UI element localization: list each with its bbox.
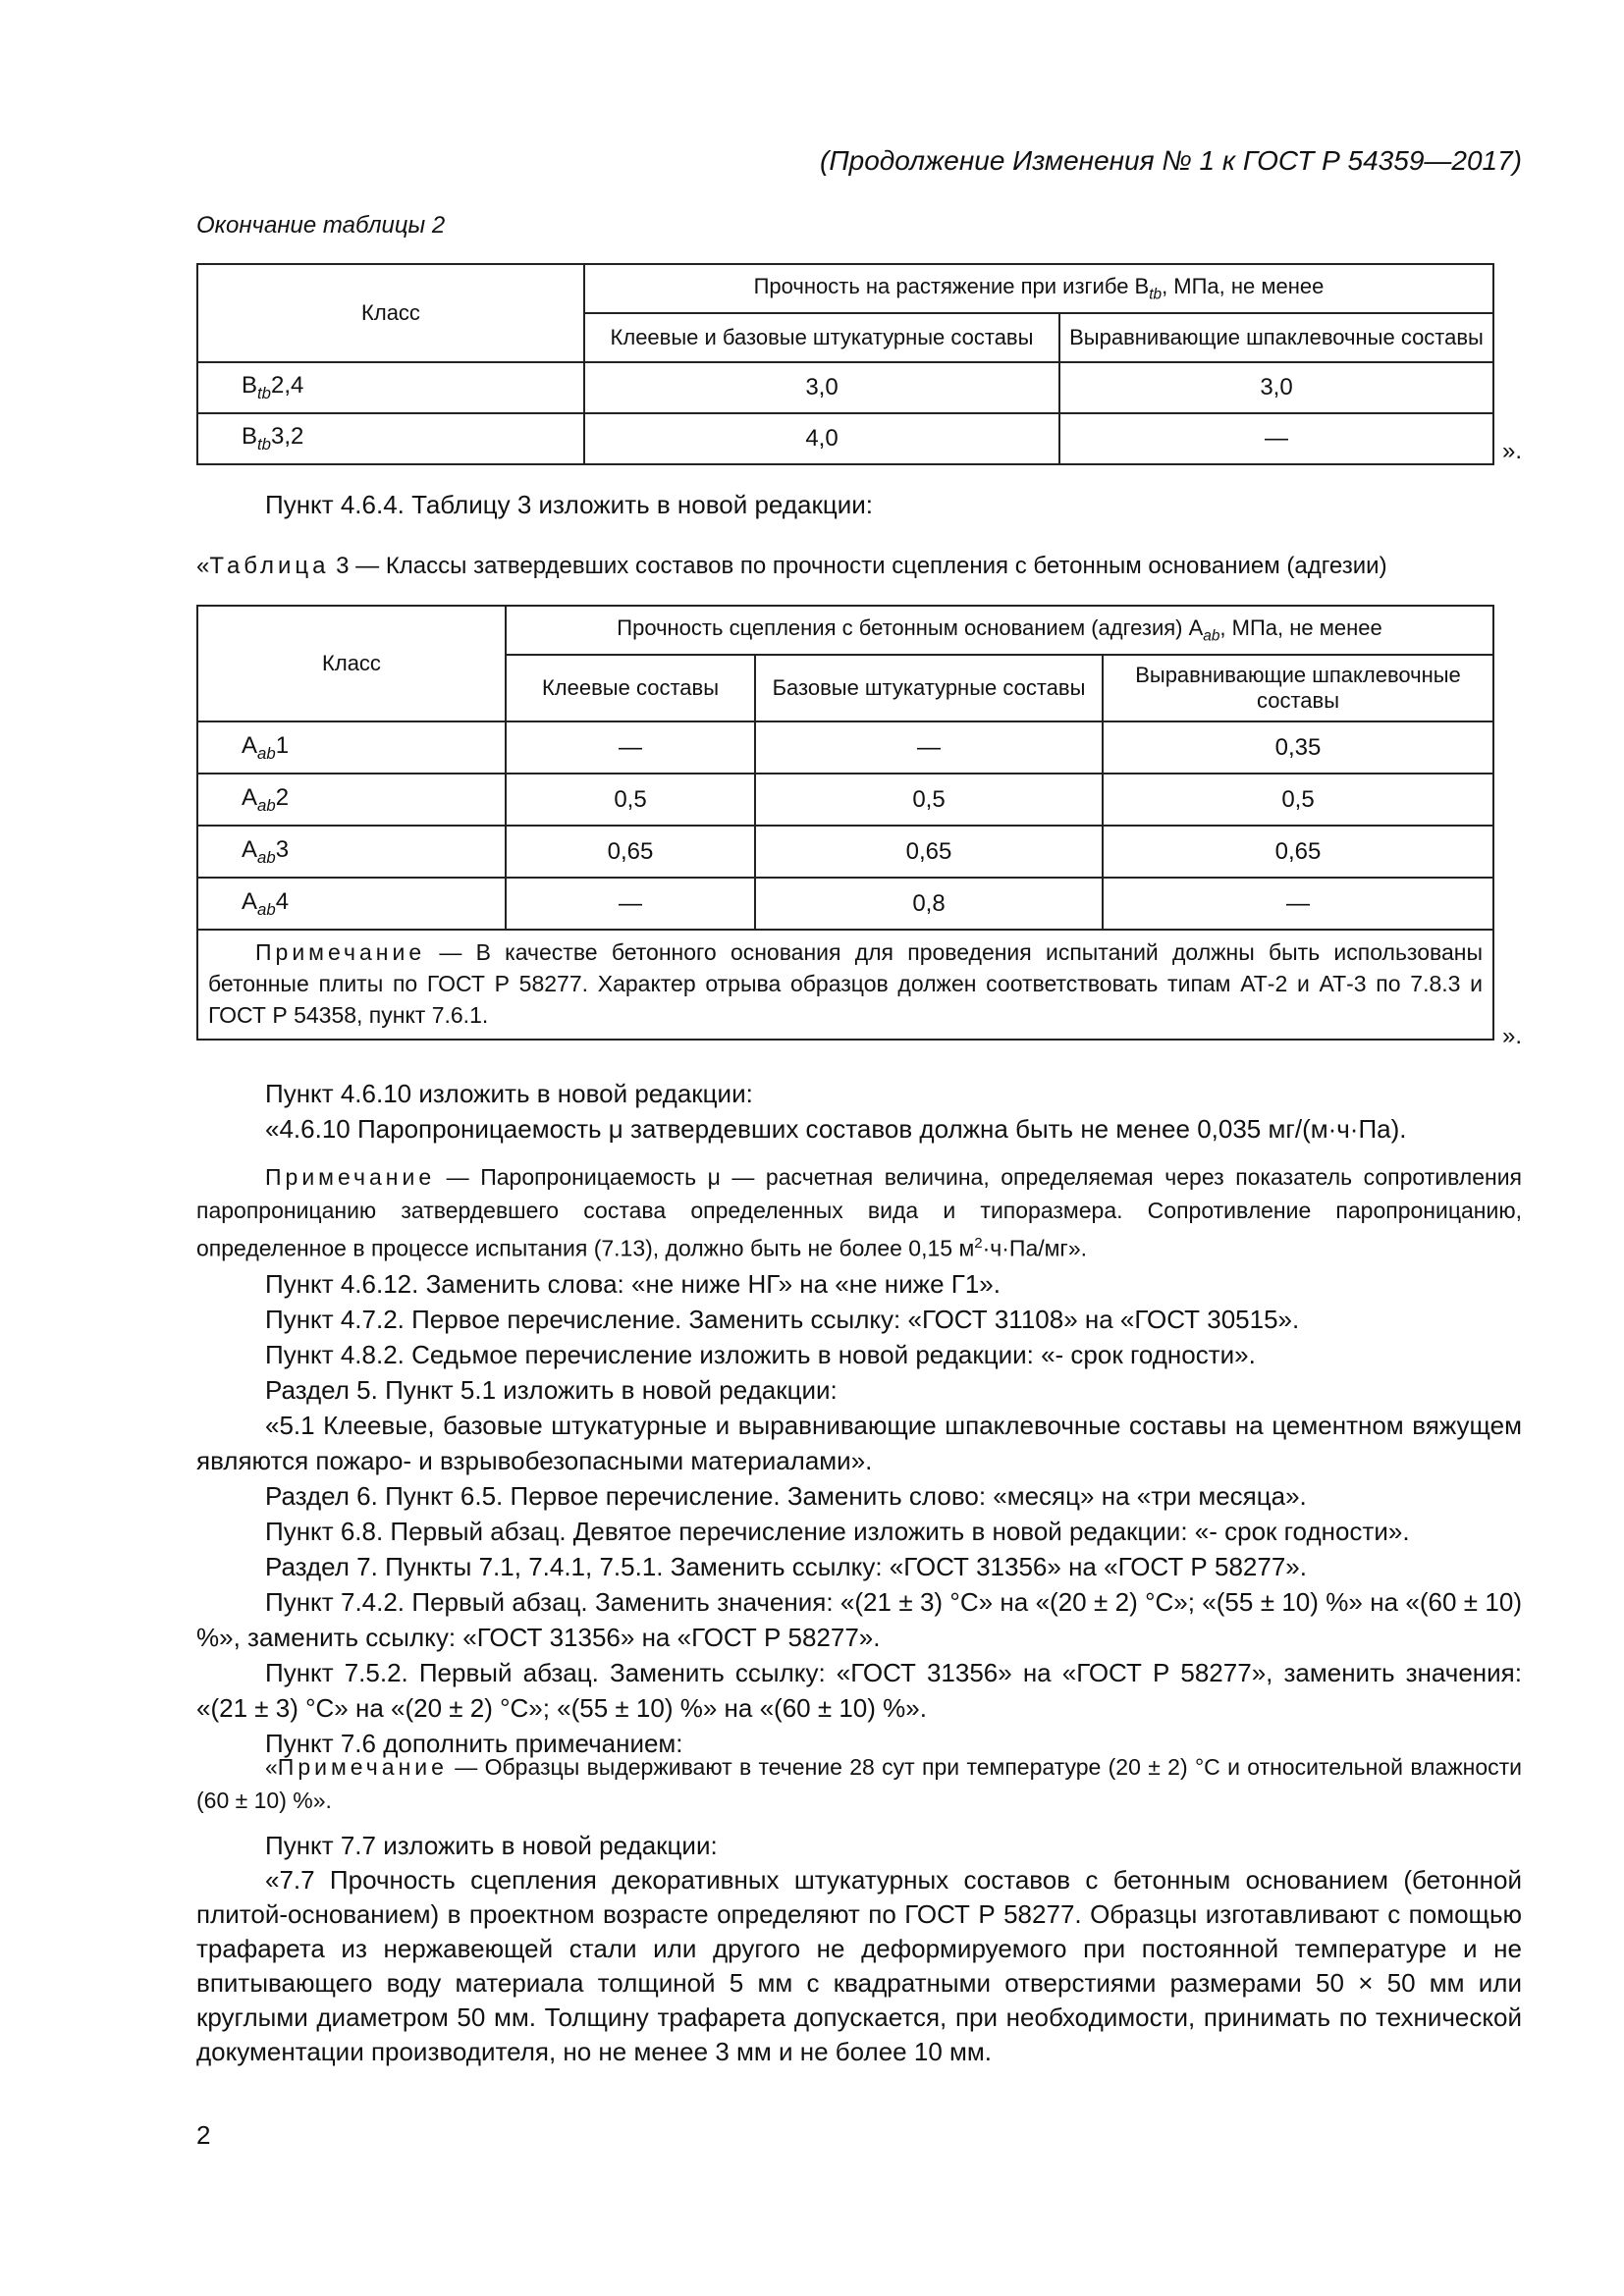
table3-col3-header: Выравнивающие шпаклевочные составы xyxy=(1103,655,1493,721)
p-77-intro: Пункт 7.7 изложить в новой редакции: xyxy=(265,1831,718,1860)
table3-group-header: Прочность сцепления с бетонным основанием (адгезия) $A_{ab}$, МПа, не менее xyxy=(506,606,1493,655)
table-row xyxy=(197,721,1493,774)
table3-class-header: Класс xyxy=(197,606,506,721)
class-cell: $A_{ab}2$ xyxy=(197,774,506,826)
table2-col1-header: Клеевые и базовые штукатурные составы xyxy=(584,313,1059,362)
value-cell: 0,65 xyxy=(1103,826,1493,878)
value-cell: — xyxy=(506,721,755,774)
value-cell: 0,65 xyxy=(506,826,755,878)
table2-group-header: Прочность на растяжение при изгибе $B_{tb}$, МПа, не менее xyxy=(584,264,1493,313)
table2 xyxy=(196,263,1494,465)
amendment-line: Пункт 4.8.2. Седьмое перечисление изложить в новой редакции: «- срок годности». xyxy=(265,1340,1256,1369)
p-77-text: «7.7 Прочность сцепления декоративных штукатурных составов с бетонным основанием (бетонной плитой-основанием) в проектном возрасте определяют по ГОСТ Р 58277. Образцы изготавливают с помощью трафарета из нержавеющей стали или другого не деформируемого при постоянной температуре и не впитывающего воду материала толщиной 5 мм с квадратными отверстиями размерами 50 × 50 мм или круглыми диаметром 50 мм. Толщину трафарета допускается, при необходимости, принимать по технической документации производителя, но не менее 3 мм и не более 10 мм. xyxy=(196,1865,1522,2066)
amendment-line: Раздел 7. Пункты 7.1, 7.4.1, 7.5.1. Заменить ссылку: «ГОСТ 31356» на «ГОСТ Р 58277». xyxy=(265,1552,1307,1581)
table3-intro: Пункт 4.6.4. Таблицу 3 изложить в новой редакции: xyxy=(265,490,873,519)
p-4610-text: «4.6.10 Паропроницаемость μ затвердевших составов должна быть не менее 0,035 мг/(м·ч·Па). xyxy=(265,1114,1407,1144)
class-cell: $B_{tb}3,2$ xyxy=(197,413,584,464)
value-cell: 3,0 xyxy=(584,362,1059,413)
table3-col1-header: Клеевые составы xyxy=(506,655,755,721)
table3-note: Примечание — В качестве бетонного основания для проведения испытаний должны быть использованы бетонные плиты по ГОСТ Р 58277. Характер отрыва образцов должен соответствовать типам АТ-2 и АТ-3 по 7.8.3 и ГОСТ Р 54358, пункт 7.6.1. xyxy=(197,930,1493,1040)
value-cell: 0,35 xyxy=(1103,721,1493,774)
amendment-line: «5.1 Клеевые, базовые штукатурные и выравнивающие шпаклевочные составы на цементном вяжущем являются пожаро- и взрывобезопасными материалами». xyxy=(196,1411,1522,1475)
table3-close-quote: ». xyxy=(1502,1023,1523,1049)
amendment-line: Пункт 7.4.2. Первый абзац. Заменить значения: «(21 ± 3) °С» на «(20 ± 2) °С»; «(55 ± 10) %» на «(60 ± 10) %», заменить ссылку: «ГОСТ 31356» на «ГОСТ Р 58277». xyxy=(196,1587,1522,1652)
table-row xyxy=(197,362,1493,413)
class-cell: $A_{ab}1$ xyxy=(197,721,506,774)
value-cell: 4,0 xyxy=(584,413,1059,464)
table-row xyxy=(197,878,1493,930)
amendment-line: Раздел 6. Пункт 6.5. Первое перечисление. Заменить слово: «месяц» на «три месяца». xyxy=(265,1481,1307,1511)
value-cell: 0,65 xyxy=(755,826,1103,878)
amendment-line: Раздел 5. Пункт 5.1 изложить в новой редакции: xyxy=(265,1375,838,1405)
value-cell: 0,8 xyxy=(755,878,1103,930)
class-cell: $B_{tb}2,4$ xyxy=(197,362,584,413)
page-number: 2 xyxy=(196,2120,211,2150)
table-row xyxy=(197,413,1493,464)
value-cell: — xyxy=(1059,413,1493,464)
table2-class-header: Класс xyxy=(197,264,584,362)
class-cell: $A_{ab}3$ xyxy=(197,826,506,878)
value-cell: 0,5 xyxy=(506,774,755,826)
value-cell: — xyxy=(506,878,755,930)
value-cell: — xyxy=(755,721,1103,774)
table-row xyxy=(197,774,1493,826)
amendment-lines xyxy=(196,1266,1522,1761)
table3-col2-header: Базовые штукатурные составы xyxy=(755,655,1103,721)
table2-caption: Окончание таблицы 2 xyxy=(196,212,446,239)
note-vapour: Примечание — Паропроницаемость μ — расчетная величина, определяемая через показатель сопротивления паропроницанию затвердевшего состава определенных вида и типоразмера. Сопротивление паропроницанию, определенное в процессе испытания (7.13), должно быть не более 0,15 $м^2\cdot ч\cdot Па/мг$». xyxy=(196,1164,1522,1261)
note-samples: «Примечание — Образцы выдерживают в течение 28 сут при температуре (20 ± 2) °С и относительной влажности (60 ± 10) %». xyxy=(196,1754,1522,1813)
table2-col2-header: Выравнивающие шпаклевочные составы xyxy=(1059,313,1493,362)
table3-caption: «Таблица 3 — Классы затвердевших составов по прочности сцепления с бетонным основанием (адгезии) xyxy=(196,553,1387,579)
page-header: (Продолжение Изменения № 1 к ГОСТ Р 54359—2017) xyxy=(820,145,1522,176)
amendment-line: Пункт 4.7.2. Первое перечисление. Заменить ссылку: «ГОСТ 31108» на «ГОСТ 30515». xyxy=(265,1305,1300,1334)
value-cell: 0,5 xyxy=(1103,774,1493,826)
amendment-line: Пункт 7.6 дополнить примечанием: xyxy=(265,1729,683,1758)
value-cell: 3,0 xyxy=(1059,362,1493,413)
amendment-line: Пункт 7.5.2. Первый абзац. Заменить ссылку: «ГОСТ 31356» на «ГОСТ Р 58277», заменить значения: «(21 ± 3) °С» на «(20 ± 2) °С»; «(55 ± 10) %» на «(60 ± 10) %». xyxy=(196,1658,1522,1723)
amendment-line: Пункт 6.8. Первый абзац. Девятое перечисление изложить в новой редакции: «- срок годности». xyxy=(265,1517,1410,1546)
table2-close-quote: ». xyxy=(1502,438,1523,464)
value-cell: 0,5 xyxy=(755,774,1103,826)
class-cell: $A_{ab}4$ xyxy=(197,878,506,930)
table-row xyxy=(197,826,1493,878)
amendment-line: Пункт 4.6.12. Заменить слова: «не ниже НГ» на «не ниже Г1». xyxy=(265,1269,1001,1299)
table3 xyxy=(196,605,1494,1041)
value-cell: — xyxy=(1103,878,1493,930)
p-4610-intro: Пункт 4.6.10 изложить в новой редакции: xyxy=(265,1079,753,1108)
